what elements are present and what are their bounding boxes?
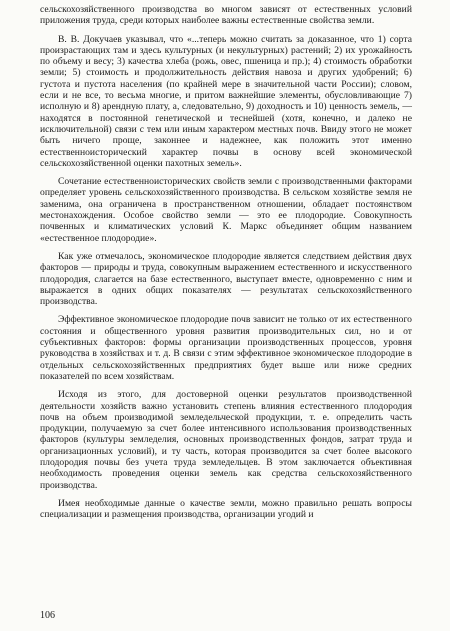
page-number: 106 — [40, 610, 55, 621]
paragraph-natural-properties: Сочетание естественноисторических свойств земли с производственными факторами определяет уровень сельскохозяйственного производства. В сельском хозяйстве земля не заменима, она ограничена в пространственном отношении, обладает постоянством местонахождения. Особое свойство земли — это ее плодородие. Совокупность почвенных и климатических условий К. Маркс объединяет общим названием «естественное плодородие». — [40, 176, 412, 244]
paragraph-assessment-necessity: Исходя из этого, для достоверной оценки результатов производственной деятельности хозяйств важно установить степень влияния естественного плодородия почв на объем производимой земледельческой продукции, т. е. определить часть продукции, получаемую за счет более интенсивного использования производственных факторов (культуры земледелия, основных производственных фондов, затрат труда и организационных условий), и ту часть, которая производится за счет более высокого плодородия почвы без учета труда земледельцев. В этом заключается объективная необходимость проведения оценки земель как средства сельскохозяйственного производства. — [40, 389, 412, 491]
text-column — [40, 4, 412, 520]
paragraph-effective-fertility: Эффективное экономическое плодородие почв зависит не только от их естественного состояния и общественного уровня развития производительных сил, но и от субъективных факторов: формы организации производственных процессов, уровня руководства в хозяйствах и т. д. В связи с этим эффективное экономическое плодородие в отдельных сельскохозяйственных предприятиях будет выше или ниже средних показателей по всем хозяйствам. — [40, 314, 412, 382]
paragraph-land-quality: Имея необходимые данные о качестве земли, можно правильно решать вопросы специализации и размещения производства, организации угодий и — [40, 497, 412, 521]
paragraph-dokuchaev-quote: В. В. Докучаев указывал, что «...теперь можно считать за доказанное, что 1) сорта произрастающих там и здесь культурных (и некультурных) растений; 2) их урожайность по объему и весу; 3) качества хлеба (рожь, овес, пшеница и пр.); 4) стоимость обработки земли; 5) стоимость и продолжительность действия навоза и других удобрений; 6) густота и пустота населения (по крайней мере в значительной части России); словом, если и не все, то весьма многие, и притом важнейшие элементы, обусловливающие 7) исполную и 8) арендную плату, а, следовательно, 9) доходность и 10) ценность земель, — находятся в постоянной генетической и теснейшей (хотя, конечно, и далеко не исключительной) связи с тем или иным характером местных почв. Ввиду этого не может быть ничего проще, законнее и надежнее, как положить этот именно естественноисторический характер почвы в основу всей экономической сельскохозяйственной оценки пахотных земель». — [40, 33, 412, 169]
paragraph-economic-fertility: Как уже отмечалось, экономическое плодородие является следствием действия двух факторов — природы и труда, совокупным выражением естественного и искусственного плодородия, слагается на базе естественного, выступает вместе, одновременно с ним и выражается в одних общих показателях — результатах сельскохозяйственного производства. — [40, 250, 412, 308]
paragraph-continuation: сельскохозяйственного производства во многом зависят от естественных условий приложения труда, среди которых наиболее важны естественные свойства земли. — [40, 4, 412, 27]
